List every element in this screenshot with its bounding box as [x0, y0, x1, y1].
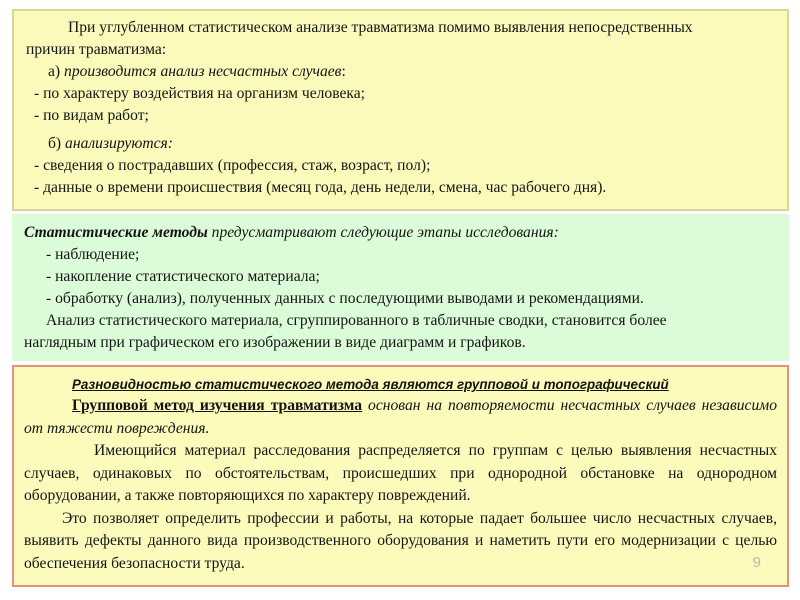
- methods-block: [12, 214, 789, 361]
- methods-lead: [24, 222, 779, 244]
- item-a-label: а): [48, 63, 65, 80]
- item-b-text: анализируются:: [65, 135, 173, 152]
- conclusion-line-1: Анализ статистического материала, сгруппированного в табличные сводки, становится более: [46, 312, 667, 329]
- methods-lead-term: Статистические методы: [24, 224, 208, 241]
- item-b-sub-2: - данные о времени происшествия (месяц года, день недели, смена, час рабочего дня).: [34, 179, 607, 196]
- group-method-paragraph-2: Имеющийся материал расследования распределяется по группам с целью выявления несчастных случаев, одинаковых по обстоятельствам, происшедших при однородной обстановке на однородном оборудовании, а также повторяющихся по характеру повреждений.: [24, 442, 777, 504]
- item-b: [26, 133, 777, 155]
- stage-item-2: - накопление статистического материала;: [46, 268, 320, 285]
- item-a-colon: :: [341, 63, 346, 80]
- group-method-title: Разновидностью статистического метода являются групповой и топографический: [72, 377, 669, 392]
- group-method-term: Групповой метод изучения травматизма: [72, 397, 363, 414]
- item-a-text: производится анализ несчастных случаев: [64, 63, 342, 80]
- group-method-block: [12, 365, 789, 587]
- stage-item-3: - обработку (анализ), полученных данных с последующими выводами и рекомендациями.: [46, 290, 644, 307]
- group-method-definition: [24, 395, 777, 440]
- page-number: 9: [752, 554, 761, 571]
- intro-line-2: причин травматизма:: [26, 41, 167, 58]
- methods-lead-rest: предусматривают следующие этапы исследования:: [207, 224, 559, 241]
- group-method-paragraph-3: Это позволяет определить профессии и работы, на которые падает большее число несчастных случаев, выявить дефекты данного вида производственного оборудования и наметить пути его модернизации с целью обеспечения безопасности труда.: [24, 509, 777, 572]
- item-b-label: б): [48, 135, 66, 152]
- conclusion-line-2: наглядным при графическом его изображении в виде диаграмм и графиков.: [24, 334, 526, 351]
- analysis-block: [12, 9, 789, 211]
- item-a-sub-1: - по характеру воздействия на организм человека;: [34, 85, 366, 102]
- item-b-sub-1: - сведения о пострадавших (профессия, стаж, возраст, пол);: [34, 157, 431, 174]
- intro-line-1: При углубленном статистическом анализе травматизма помимо выявления непосредственных: [68, 19, 693, 36]
- item-a-sub-2: - по видам работ;: [34, 107, 149, 124]
- stage-item-1: - наблюдение;: [46, 246, 140, 263]
- group-method-definition-text: основан на повторяемости несчастных случаев независимо от тяжести повреждения.: [24, 397, 777, 437]
- item-a: [26, 61, 777, 83]
